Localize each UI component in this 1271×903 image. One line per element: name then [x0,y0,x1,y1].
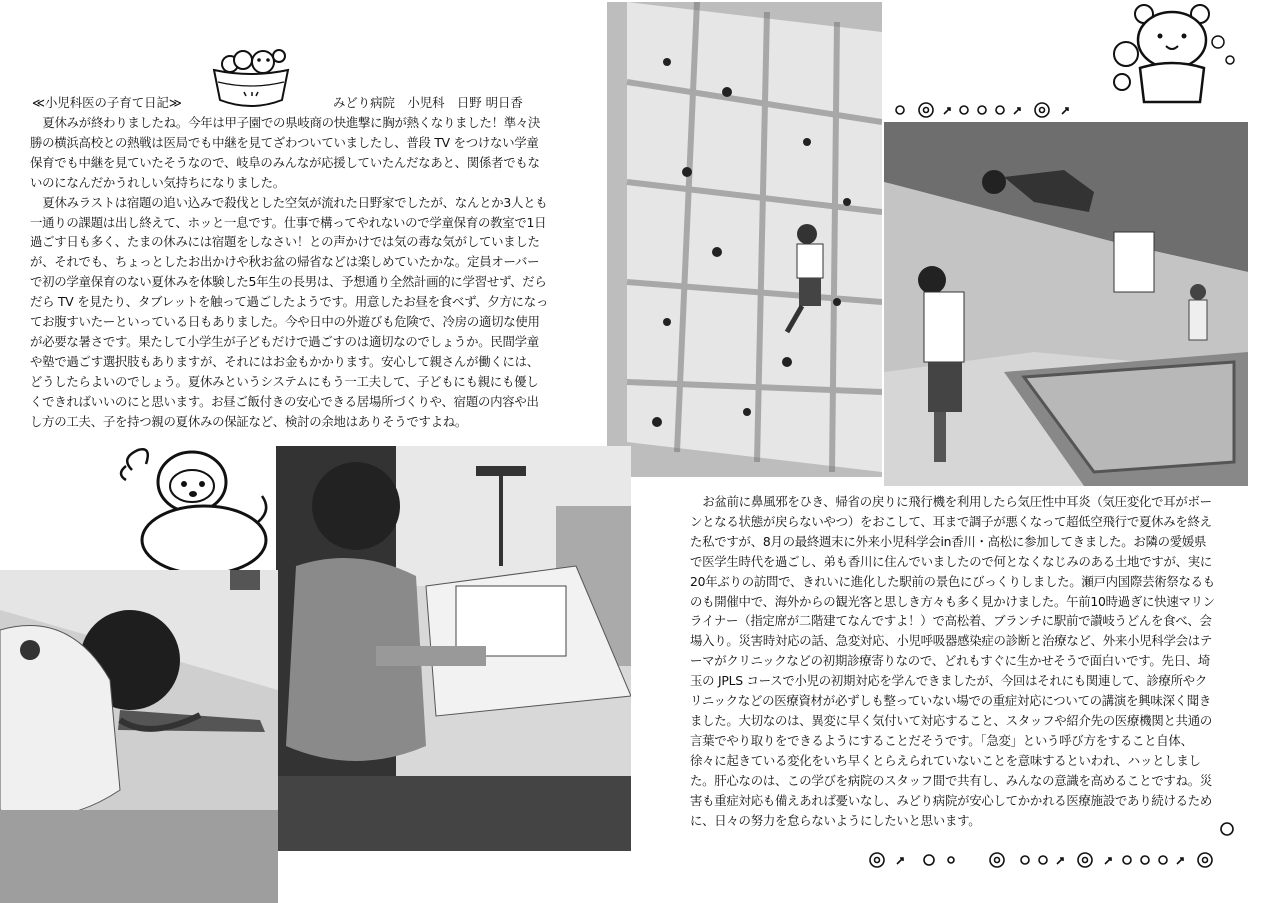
left-text-block [30,113,550,432]
flower-dot-border-icon [892,100,1122,120]
tanuki-icon [112,440,272,580]
column-title: ≪小児科医の子育て日記≫ [32,95,182,110]
desk-study-photo [276,446,631,851]
climbing-wall-photo [607,2,882,477]
fruit-basket-icon [208,42,294,112]
circle-ornament-icon [1218,820,1236,838]
trampoline-photo [884,122,1248,486]
left-paragraph-1: 夏休みが終わりましたね。今年は甲子園での県岐商の快進撃に胸が熱くなりました！準々決勝の横浜高校との熱戦は医局でも中継を見てざわついていましたし、普段 TV をつけない学童保育でも中継を見ていたそうなので、岐阜のみんなが応援していたんだなあと、関係者でもないのになんだかうれしい気持ちになりました。 [30,115,541,190]
right-text-block [690,492,1215,830]
right-paragraph: お盆前に鼻風邪をひき、帰省の戻りに飛行機を利用したら気圧性中耳炎（気圧変化で耳がボーンとなる状態が戻らないやつ）をおこして、耳まで調子が悪くなって超低空飛行で夏休みを終えた私ですが、8月の最終週末に外来小児科学会in香川・高松に参加してきました。お隣の愛媛県で医学生時代を過ごし、弟も香川に住んでいましたので何となくなじみのある土地ですが、実に20年ぶりの訪問で、きれいに進化した駅前の景色にびっくりしました。瀬戸内国際芸術祭なるものも開催中で、海外からの観光客と思しき方々も多く見かけました。午前10時過ぎに快速マリンライナー（指定席が二階建てなんですよ！）で高松着、ブランチに駅前で讃岐うどんを食べ、会場入り。災害時対応の話、急変対応、小児呼吸器感染症の診断と治療など、外来小児科学会はテーマがクリニックなどの初期診療寄りなので、どれもすぐに生かせそうで面白いです。先日、埼玉の JPLS コースで小児の初期対応を学んできましたが、今回はそれにも関連して、診療所やクリニックなどの医療資材が必ずしも整っていない場での重症対応についての講演を興味深く聞きました。大切なのは、異変に早く気付いて対応すること、スタッフや紹介先の医療機関と共通の言葉でやり取りをできるようにすることだそうです。「急変」という呼び方をすること自体、徐々に起きている変化をいち早くとらえられていないことを意味するといわれ、ハッとしました。肝心なのは、この学びを病院のスタッフ間で共有し、みんなの意識を高めることですね。災害も重症対応も備えあれば憂いなし、みどり病院が安心してかかれる医療施設であり続けるために、日々の努力を怠らないようにしたいと思います。 [690,494,1215,828]
left-paragraph-2: 夏休みラストは宿題の追い込みで殺伐とした空気が流れた日野家でしたが、なんとか3人とも一通りの課題は出し終えて、ホッと一息です。仕事で構ってやれないので学童保育の教室で1日過ごす日も多く、たまの休みには宿題をしなさい！との声かけでは気の毒な気がしていましたが、それでも、ちょっとしたお出かけや秋お盆の帰省などは楽しめていたかな。定員オーバーで初の学童保育のない夏休みを体験した5年生の長男は、予想通り全然計画的に学習せず、だらだら TV を見たり、タブレットを触って過ごしたようです。用意したお昼を食べず、夕方になってお腹すいたーといっている日もありました。今や日中の外遊びも危険で、冷房の適切な使用が必要な暑さです。果たして小学生が子どもだけで過ごすのは適切なのでしょうか。民間学童や塾で過ごす選択肢もありますが、それにはお金もかかります。安心して親さんが働くには、どうしたらよいのでしょう。夏休みというシステムにもう一工夫して、子どもにも親にも優しくできればいいのにと思います。お昼ご飯付きの安心できる居場所づくりや、宿題の内容や出し方の工夫、子を持つ親の夏休みの保証など、検討の余地はありそうですよね。 [30,194,549,429]
child-on-floor-photo [0,570,278,903]
author-line: みどり病院 小児科 日野 明日香 [333,95,523,110]
bear-with-fruit-icon [1100,2,1240,106]
flower-dot-border-icon [865,850,1225,870]
